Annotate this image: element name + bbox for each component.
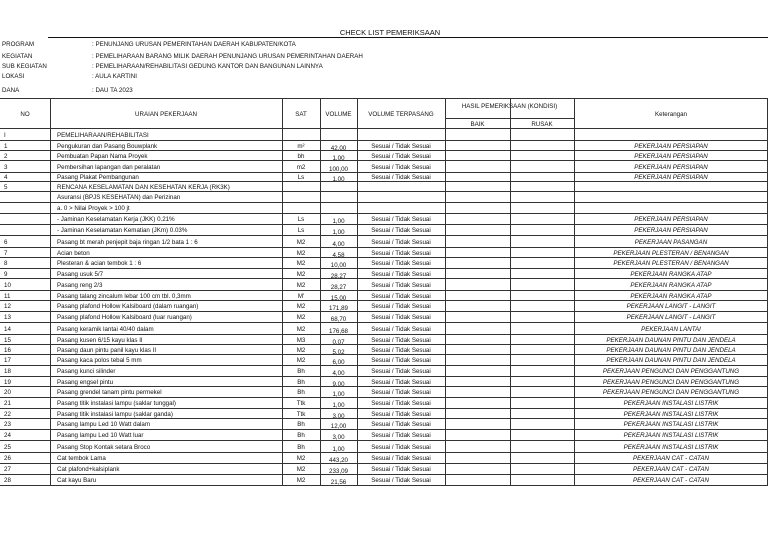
row-uraian: Pasang Plakat Pembangunan (57, 174, 139, 181)
row-uraian: Asuransi (BPJS KESEHATAN) dan Perizinan (57, 194, 181, 201)
row-volume-terpasang: Sesuai / Tidak Sesuai (371, 238, 431, 246)
page-title: CHECK LIST PEMERIKSAAN (339, 28, 441, 37)
row-sat: Ttk (296, 410, 306, 418)
row-sat: Bh (297, 421, 305, 428)
table-rule (0, 247, 768, 248)
row-keterangan: PEKERJAAN INSTALASI LISTRIK (623, 421, 719, 428)
header-baik: BAIK (470, 121, 485, 128)
row-volume: 4,58 (332, 251, 345, 259)
row-volume: 6,00 (332, 359, 345, 366)
info-key: LOKASI (2, 73, 25, 80)
row-volume: 1,00 (332, 176, 345, 183)
header-keterangan: Keterangan (655, 111, 687, 118)
row-uraian: Pasang grendel tanam pintu permekel (57, 389, 162, 396)
row-volume: 12,00 (330, 423, 347, 430)
row-uraian: Pasang plafond Hollow Kalsiboard (luar ruangan) (57, 314, 192, 321)
row-keterangan: PEKERJAAN LANTAI (641, 325, 701, 333)
row-uraian: Acian beton (57, 249, 90, 257)
row-keterangan: PEKERJAAN PERSIAPAN (634, 216, 708, 223)
row-keterangan: PEKERJAAN PERSIAPAN (634, 163, 708, 171)
header-volume: VOLUME (325, 111, 352, 118)
info-value: : AULA KARTINI (92, 73, 137, 80)
row-volume: 21,56 (330, 479, 347, 486)
row-volume: 1,00 (332, 218, 345, 225)
row-sat: M3 (296, 336, 306, 344)
table-rule (0, 278, 768, 279)
row-no: 18 (4, 368, 11, 375)
row-volume-terpasang: Sesuai / Tidak Sesuai (371, 477, 431, 484)
row-sat: M2 (296, 455, 306, 462)
row-keterangan: PEKERJAAN PERSIAPAN (634, 142, 708, 150)
row-keterangan: PEKERJAAN DAUNAN PINTU DAN JENDELA (606, 346, 736, 354)
table-rule (0, 128, 768, 129)
row-sat: Ttk (296, 400, 306, 407)
row-volume: 171,89 (329, 305, 348, 312)
table-rule (0, 160, 768, 161)
row-no: 4 (4, 174, 8, 181)
table-rule (0, 354, 768, 355)
info-key: KEGIATAN (2, 53, 33, 60)
row-uraian: Plesteran & acian tembok 1 : 6 (57, 260, 142, 267)
row-no: 16 (4, 346, 11, 354)
row-volume-terpasang: Sesuai / Tidak Sesuai (371, 314, 431, 321)
row-no: 19 (4, 378, 11, 386)
header-no: NO (20, 111, 30, 118)
row-uraian: Cat kayu Baru (57, 477, 97, 484)
row-no: 10 (4, 281, 11, 289)
row-uraian: PEMELIHARAAN/REHABILITASI (57, 131, 149, 139)
table-rule (0, 290, 768, 291)
table-rule (510, 98, 511, 485)
row-sat: m2 (296, 163, 306, 171)
row-volume: 0,07 (332, 338, 345, 346)
row-uraian: Pasang Stop Kontak setara Broco (57, 443, 151, 451)
row-uraian: Cat plafond+kalsiplank (57, 466, 120, 473)
table-rule (0, 98, 768, 99)
row-keterangan: PEKERJAAN PENGUNCI DAN PENGGANTUNG (602, 389, 740, 396)
row-no: 15 (4, 336, 11, 344)
row-no: 17 (4, 357, 11, 364)
row-no: 6 (4, 238, 8, 246)
row-volume: 176,68 (329, 327, 348, 335)
title-underline (48, 37, 768, 38)
table-rule (0, 397, 768, 398)
row-no: 13 (4, 314, 11, 321)
row-no: 8 (4, 260, 8, 267)
row-volume: 100,00 (329, 165, 348, 173)
table-rule (0, 224, 768, 225)
table-rule (0, 257, 768, 258)
row-volume-terpasang: Sesuai / Tidak Sesuai (371, 346, 431, 354)
row-sat: m² (297, 142, 305, 150)
row-keterangan: PEKERJAAN PLESTERAN / BENANGAN (613, 260, 729, 267)
row-no: 1 (4, 142, 8, 150)
row-uraian: Pembersihan lapangan dan peralatan (57, 163, 161, 171)
row-volume-terpasang: Sesuai / Tidak Sesuai (371, 368, 431, 375)
row-uraian: Pasang lampu Led 10 Watt dalam (57, 421, 150, 428)
row-volume-terpasang: Sesuai / Tidak Sesuai (371, 432, 431, 439)
table-rule (50, 98, 51, 485)
row-uraian: - Jaminan Keselamatan Kematian (JKm) 0.03% (57, 227, 188, 234)
row-sat: Ls (297, 216, 305, 223)
row-volume: 1,00 (332, 391, 345, 398)
row-no: 28 (4, 477, 11, 484)
table-rule (0, 418, 768, 419)
row-keterangan: PEKERJAAN PLESTERAN / BENANGAN (613, 249, 729, 257)
row-uraian: Pembuatan Papan Nama Proyek (57, 152, 148, 160)
row-sat: M2 (296, 281, 306, 289)
table-rule (0, 485, 768, 486)
row-uraian: Pasang kusen 6/15 kayu klas II (57, 336, 143, 344)
row-keterangan: PEKERJAAN PERSIAPAN (634, 174, 708, 181)
row-uraian: Pasang lampu Led 10 Watt luar (57, 432, 144, 439)
row-sat: Bh (297, 368, 305, 375)
row-volume: 28,27 (330, 272, 347, 280)
row-uraian: Pasang titik instalasi lampu (saklar ganda) (57, 410, 173, 418)
table-rule (0, 181, 768, 182)
row-no: 23 (4, 421, 11, 428)
info-value: : DAU TA 2023 (92, 87, 133, 94)
row-uraian: Pasang keramik lantai 40/40 dalam (57, 325, 154, 333)
row-keterangan: PEKERJAAN LANGIT - LANGIT (626, 314, 716, 321)
row-no: 2 (4, 152, 8, 160)
row-volume-terpasang: Sesuai / Tidak Sesuai (371, 249, 431, 257)
row-uraian: Cat tembok Lama (57, 455, 106, 462)
row-no: 14 (4, 325, 11, 333)
row-volume: 15,00 (330, 294, 347, 302)
table-rule (0, 376, 768, 377)
row-sat: M2 (296, 238, 306, 246)
row-no: 21 (4, 400, 11, 407)
row-volume-terpasang: Sesuai / Tidak Sesuai (371, 142, 431, 150)
row-volume: 68,70 (330, 316, 347, 323)
row-keterangan: PEKERJAAN PERSIAPAN (634, 227, 708, 234)
row-volume: 3,00 (332, 434, 345, 441)
row-keterangan: PEKERJAAN RANGKA ATAP (630, 281, 712, 289)
table-rule (0, 322, 768, 323)
row-no: 27 (4, 466, 11, 473)
row-sat: M2 (296, 270, 306, 278)
row-sat: Bh (297, 443, 305, 451)
row-keterangan: PEKERJAAN CAT - CATAN (633, 477, 709, 484)
info-value: : PEMELIHARAAN/REHABILITASI GEDUNG KANTOR DAN BANGUNAN LAINNYA (92, 63, 323, 70)
row-volume-terpasang: Sesuai / Tidak Sesuai (371, 227, 431, 234)
row-uraian: RENCANA KESELAMATAN DAN KESEHATAN KERJA (RK3K) (57, 183, 230, 191)
row-volume-terpasang: Sesuai / Tidak Sesuai (371, 303, 431, 310)
row-uraian: Pasang kunci silinder (57, 368, 116, 375)
row-uraian: Pasang usuk 5/7 (57, 270, 104, 278)
row-keterangan: PEKERJAAN DAUNAN PINTU DAN JENDELA (606, 357, 736, 364)
row-sat: M' (297, 292, 305, 300)
table-rule (0, 429, 768, 430)
row-keterangan: PEKERJAAN PENGUNCI DAN PENGGANTUNG (602, 368, 740, 375)
header-rusak: RUSAK (531, 121, 553, 128)
row-no: 3 (4, 163, 8, 171)
row-no: 5 (4, 183, 8, 191)
row-no: 25 (4, 443, 11, 451)
info-key: DANA (2, 87, 20, 94)
table-rule (0, 191, 768, 192)
row-no: 22 (4, 410, 11, 418)
info-key: PROGRAM (2, 41, 34, 48)
row-volume-terpasang: Sesuai / Tidak Sesuai (371, 325, 431, 333)
row-keterangan: PEKERJAAN CAT - CATAN (633, 466, 709, 473)
table-rule (0, 440, 768, 441)
table-rule (0, 344, 768, 345)
row-volume: 10,00 (330, 262, 347, 269)
table-rule (0, 300, 768, 301)
row-uraian: Pasang plafond Hollow Kalsiboard (dalam ruangan) (57, 303, 199, 310)
row-sat: M2 (296, 466, 306, 473)
row-sat: M2 (296, 325, 306, 333)
table-rule (0, 140, 768, 141)
row-volume: 42,00 (330, 144, 347, 152)
row-keterangan: PEKERJAAN CAT - CATAN (633, 455, 709, 462)
row-uraian: a. 0 > Nilai Proyek > 100 jt (57, 205, 130, 212)
row-volume-terpasang: Sesuai / Tidak Sesuai (371, 163, 431, 171)
row-volume: 443,20 (329, 457, 348, 464)
row-keterangan: PEKERJAAN PENGUNCI DAN PENGGANTUNG (602, 378, 740, 386)
row-volume-terpasang: Sesuai / Tidak Sesuai (371, 270, 431, 278)
row-volume: 233,09 (329, 468, 348, 475)
row-volume-terpasang: Sesuai / Tidak Sesuai (371, 152, 431, 160)
row-volume: 4,00 (332, 370, 345, 377)
row-sat: Ls (297, 227, 305, 234)
row-sat: M2 (296, 357, 306, 364)
row-uraian: Pasang kaca polos tebal 5 mm (57, 357, 142, 364)
table-rule (0, 365, 768, 366)
table-rule (0, 213, 768, 214)
row-volume-terpasang: Sesuai / Tidak Sesuai (371, 174, 431, 181)
row-volume-terpasang: Sesuai / Tidak Sesuai (371, 410, 431, 418)
row-sat: Bh (297, 378, 305, 386)
table-rule (445, 98, 446, 485)
table-rule (0, 311, 768, 312)
row-keterangan: PEKERJAAN PERSIAPAN (634, 152, 708, 160)
row-no: 11 (4, 292, 11, 300)
row-volume-terpasang: Sesuai / Tidak Sesuai (371, 357, 431, 364)
row-uraian: - Jaminan Keselamatan Kerja (JKK) 0.21% (57, 216, 175, 223)
row-uraian: Pasang titik instalasi lampu (saklar tunggal) (57, 400, 176, 407)
table-rule (0, 408, 768, 409)
table-rule (0, 235, 768, 236)
row-volume: 3,00 (332, 412, 345, 420)
row-keterangan: PEKERJAAN RANGKA ATAP (630, 270, 712, 278)
row-volume: 1,00 (332, 445, 345, 453)
header-volume-terpasang: VOLUME TERPASANG (368, 111, 434, 118)
table-rule (0, 386, 768, 387)
row-uraian: Pasang talang zincalum lebar 100 cm tbl. 0,3mm (57, 292, 191, 300)
row-volume: 1,00 (332, 402, 345, 409)
row-keterangan: PEKERJAAN PASANGAN (634, 238, 708, 246)
header-hasil: HASIL PEMERIKSAAN (KONDISI) (461, 103, 558, 110)
row-volume: 5,02 (332, 348, 345, 356)
row-no: 7 (4, 249, 8, 257)
row-sat: M2 (296, 314, 306, 321)
row-sat: M2 (296, 249, 306, 257)
row-volume: 28,27 (330, 283, 347, 291)
row-volume: 1,00 (332, 154, 345, 162)
info-value: : PEMELIHARAAN BARANG MILIK DAERAH PENUNJANG URUSAN PEMERINTAHAN DAERAH (92, 53, 363, 60)
row-keterangan: PEKERJAAN RANGKA ATAP (630, 292, 712, 300)
row-keterangan: PEKERJAAN DAUNAN PINTU DAN JENDELA (606, 336, 736, 344)
row-volume: 4,00 (332, 240, 345, 248)
row-no: 9 (4, 270, 8, 278)
table-rule (0, 268, 768, 269)
row-volume-terpasang: Sesuai / Tidak Sesuai (371, 455, 431, 462)
row-volume-terpasang: Sesuai / Tidak Sesuai (371, 421, 431, 428)
header-sat: SAT (295, 111, 307, 118)
info-value: : PENUNJANG URUSAN PEMERINTAHAN DAERAH KABUPATEN/KOTA (92, 41, 296, 48)
row-uraian: Pasang daun pintu panil kayu klas II (57, 346, 157, 354)
row-uraian: Pasang reng 2/3 (57, 281, 103, 289)
row-volume-terpasang: Sesuai / Tidak Sesuai (371, 216, 431, 223)
row-volume-terpasang: Sesuai / Tidak Sesuai (371, 389, 431, 396)
row-sat: M2 (296, 303, 306, 310)
table-rule (0, 334, 768, 335)
row-sat: Ls (297, 174, 305, 181)
row-no: 20 (4, 389, 11, 396)
row-keterangan: PEKERJAAN INSTALASI LISTRIK (623, 432, 719, 439)
row-sat: bh (297, 152, 305, 160)
row-sat: M2 (296, 260, 306, 267)
row-keterangan: PEKERJAAN INSTALASI LISTRIK (623, 443, 719, 451)
row-sat: Bh (297, 389, 305, 396)
row-volume-terpasang: Sesuai / Tidak Sesuai (371, 292, 431, 300)
row-keterangan: PEKERJAAN LANGIT - LANGIT (626, 303, 716, 310)
row-volume: 1,00 (332, 229, 345, 236)
row-keterangan: PEKERJAAN INSTALASI LISTRIK (623, 400, 719, 407)
row-volume-terpasang: Sesuai / Tidak Sesuai (371, 443, 431, 451)
header-uraian: URAIAN PEKERJAAN (135, 111, 197, 118)
row-uraian: Pasang engsel pintu (57, 378, 114, 386)
row-sat: M2 (296, 346, 306, 354)
row-sat: Bh (297, 432, 305, 439)
row-no: I (4, 131, 6, 139)
row-no: 26 (4, 455, 11, 462)
table-rule (0, 202, 768, 203)
table-rule (0, 452, 768, 453)
row-volume-terpasang: Sesuai / Tidak Sesuai (371, 336, 431, 344)
row-keterangan: PEKERJAAN INSTALASI LISTRIK (623, 410, 719, 418)
table-rule (0, 150, 768, 151)
row-volume: 9,00 (332, 380, 345, 388)
row-volume-terpasang: Sesuai / Tidak Sesuai (371, 281, 431, 289)
row-no: 24 (4, 432, 11, 439)
row-volume-terpasang: Sesuai / Tidak Sesuai (371, 466, 431, 473)
row-uraian: Pengukuran dan Pasang Bouwplank (57, 142, 158, 150)
info-key: SUB KEGIATAN (2, 63, 47, 70)
row-volume-terpasang: Sesuai / Tidak Sesuai (371, 260, 431, 267)
row-volume-terpasang: Sesuai / Tidak Sesuai (371, 400, 431, 407)
table-rule (0, 463, 768, 464)
row-sat: M2 (296, 477, 306, 484)
row-no: 12 (4, 303, 11, 310)
row-volume-terpasang: Sesuai / Tidak Sesuai (371, 378, 431, 386)
row-uraian: Pasang bt merah penjepit baja ringan 1/2 bata 1 : 6 (57, 238, 198, 246)
table-rule (0, 172, 768, 173)
table-rule (0, 474, 768, 475)
